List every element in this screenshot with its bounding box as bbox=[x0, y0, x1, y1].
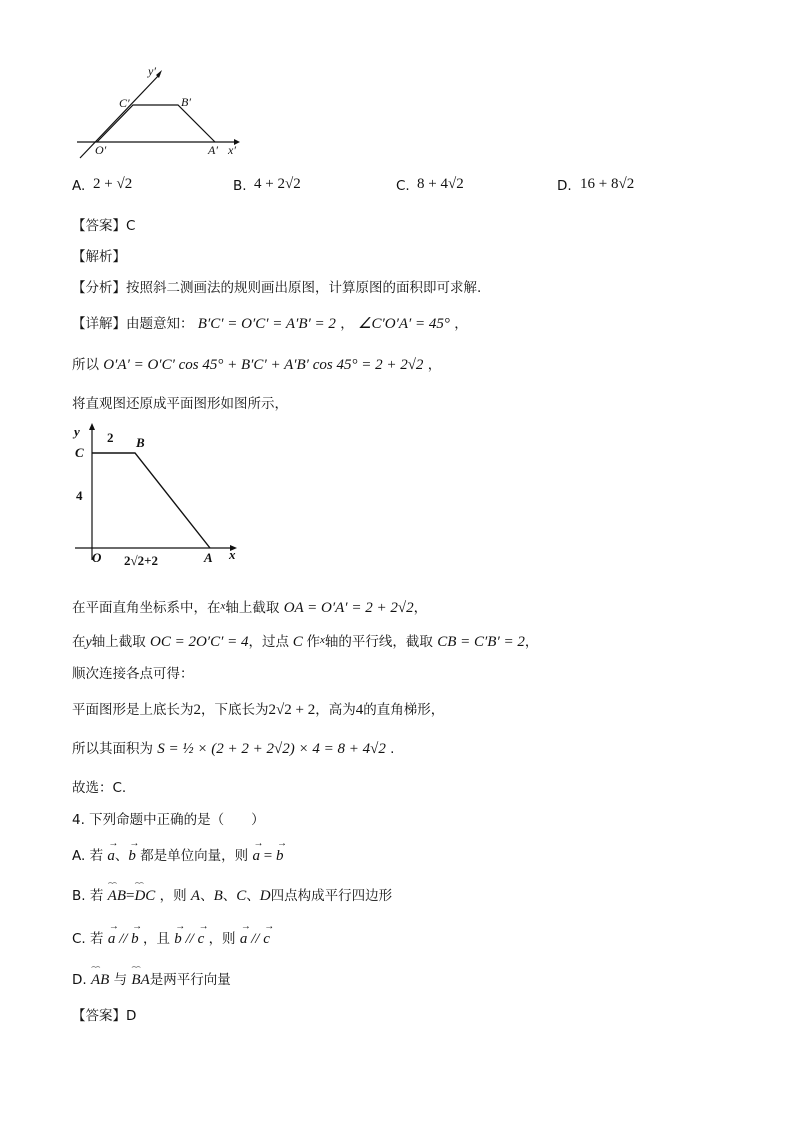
option-c-value: 8 + 4√2 bbox=[417, 176, 464, 192]
label-b: B bbox=[136, 435, 145, 450]
label-a-prime: A′ bbox=[208, 143, 218, 157]
detail-eq1: B′C′ = O′C′ = A′B′ = 2 bbox=[197, 316, 336, 332]
step3-line: 顺次连接各点可得： bbox=[72, 666, 194, 682]
detail-prefix: 【详解】由题意知： bbox=[72, 316, 194, 332]
option-c-letter: C. bbox=[396, 178, 410, 194]
q4-option-d: D. ⌢⌢ AB 与 ⌢⌢ BA是两平行向量 bbox=[72, 968, 231, 989]
option-a-value: 2 + √2 bbox=[93, 176, 133, 192]
detail-eq2: ∠C′O′A′ = 45° bbox=[358, 316, 450, 332]
label-top-length: 2 bbox=[107, 430, 114, 445]
option-d-letter: D. bbox=[557, 178, 572, 194]
therefore-line: 所以 O′A′ = O′C′ cos 45° + B′C′ + A′B′ cos 45° = 2 + 2√2 ， bbox=[72, 357, 442, 373]
step2-expr2: CB = C′B′ = 2 bbox=[437, 634, 525, 650]
option-b-letter: B. bbox=[233, 178, 247, 194]
step4-line: 平面图形是上底长为2，下底长为2√2 + 2，高为4的直角梯形， bbox=[72, 702, 445, 718]
analysis-heading: 【解析】 bbox=[72, 249, 126, 265]
label-side-length: 4 bbox=[76, 488, 83, 503]
q4-stem: 4. 下列命题中正确的是（ ） bbox=[72, 812, 265, 828]
area-line: 所以其面积为 S = ½ × (2 + 2 + 2√2) × 4 = 8 + 4√2 . bbox=[72, 741, 395, 757]
label-x: x bbox=[229, 547, 236, 562]
step1-expr: OA = O′A′ = 2 + 2√2 bbox=[283, 600, 414, 616]
label-y: y bbox=[74, 424, 80, 439]
label-c-prime: C′ bbox=[119, 96, 130, 110]
detail-line: 【详解】由题意知： B′C′ = O′C′ = A′B′ = 2 ， ∠C′O′A′ = 45° ， bbox=[72, 316, 468, 332]
step2-line: 在y轴上截取 OC = 2O′C′ = 4，过点 C 作$^x$轴的平行线，截取 CB = C′B′ = 2， bbox=[72, 634, 539, 650]
answer-q3: 【答案】C bbox=[72, 218, 136, 234]
area-expr: S = ½ × (2 + 2 + 2√2) × 4 = 8 + 4√2 bbox=[157, 741, 386, 757]
step2-expr1: OC = 2O′C′ = 4 bbox=[150, 634, 249, 650]
q4-option-a: A. 若 → a、→ b 都是单位向量，则 → a = → b bbox=[72, 844, 283, 865]
q4-option-b: B. 若 ⌢⌢ AB=⌢⌢ DC ，则 A、B、C、D四点构成平行四边形 bbox=[72, 884, 392, 905]
restore-text: 将直观图还原成平面图形如图所示， bbox=[72, 396, 288, 412]
therefore-prefix: 所以 bbox=[72, 357, 99, 373]
option-d-value: 16 + 8√2 bbox=[580, 176, 635, 192]
label-x-prime: x′ bbox=[228, 143, 236, 157]
label-y-prime: y′ bbox=[148, 64, 156, 78]
label-o: O bbox=[92, 550, 102, 565]
choose-c: 故选：C. bbox=[72, 780, 127, 796]
therefore-expr: O′A′ = O′C′ cos 45° + B′C′ + A′B′ cos 45° = 2 + 2√2 bbox=[103, 357, 424, 373]
answer-q4: 【答案】D bbox=[72, 1008, 137, 1024]
label-bottom-length: 2√2+2 bbox=[124, 553, 159, 568]
option-a-letter: A. bbox=[72, 178, 86, 194]
restored-figure bbox=[72, 420, 252, 570]
analysis-note: 【分析】按照斜二测画法的规则画出原图，计算原图的面积即可求解. bbox=[72, 280, 482, 296]
label-b-prime: B′ bbox=[181, 95, 191, 109]
q4-option-c: C. 若 → a // → b ，且 → b // → c ，则 → a // → c bbox=[72, 927, 270, 948]
label-c: C bbox=[75, 445, 84, 460]
label-a: A bbox=[204, 550, 213, 565]
option-b-value: 4 + 2√2 bbox=[254, 176, 301, 192]
step1-line: 在平面直角坐标系中，在$^x$轴上截取 OA = O′A′ = 2 + 2√2， bbox=[72, 600, 428, 616]
label-o-prime: O′ bbox=[95, 143, 107, 157]
